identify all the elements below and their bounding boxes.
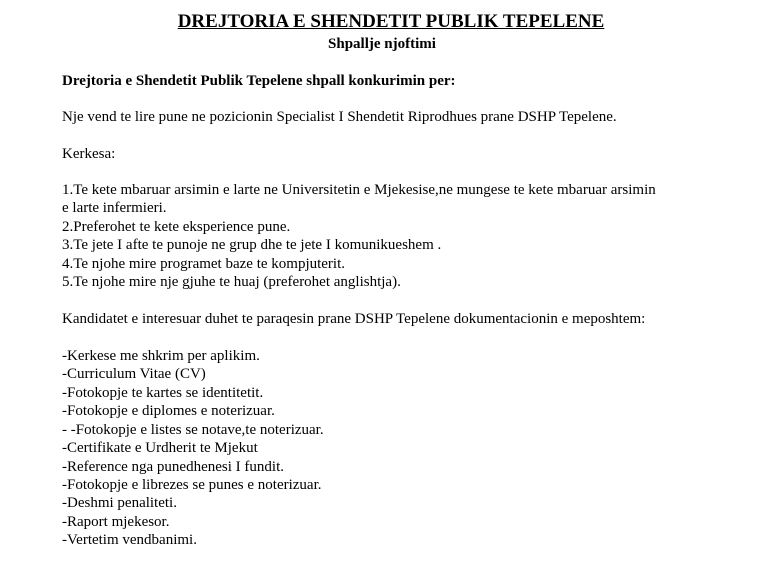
requirement-line: 4.Te njohe mire programet baze te kompjuterit. xyxy=(62,256,346,272)
requirement-line: 3.Te jete I afte te punoje ne grup dhe te jete I komunikueshem . xyxy=(62,237,442,253)
document-list-item: - -Fotokopje e listes se notave,te noterizuar. xyxy=(62,422,324,438)
document-list-item: -Reference nga punedhenesi I fundit. xyxy=(62,459,284,475)
requirement-line: 5.Te njohe mire nje gjuhe te huaj (preferohet anglishtja). xyxy=(62,274,401,290)
document-list-item: -Raport mjekesor. xyxy=(62,514,170,530)
document-list-item: -Fotokopje e diplomes e noterizuar. xyxy=(62,403,275,419)
requirement-line: e larte infermieri. xyxy=(62,200,167,216)
document-list-item: -Curriculum Vitae (CV) xyxy=(62,366,206,382)
document-list-item: -Certifikate e Urdherit te Mjekut xyxy=(62,440,258,456)
requirements-heading: Kerkesa: xyxy=(62,146,116,162)
intro-text: Drejtoria e Shendetit Publik Tepelene shpall konkurimin per: xyxy=(62,73,456,89)
document-list-item: -Kerkese me shkrim per aplikim. xyxy=(62,348,260,364)
documents-heading: Kandidatet e interesuar duhet te paraqesin prane DSHP Tepelene dokumentacionin e meposhtem: xyxy=(62,311,646,327)
document-title: DREJTORIA E SHENDETIT PUBLIK TEPELENE xyxy=(177,11,605,32)
document-list-item: -Fotokopje e librezes se punes e noterizuar. xyxy=(62,477,322,493)
document-subtitle: Shpallje njoftimi xyxy=(328,36,436,52)
document-list-item: -Deshmi penaliteti. xyxy=(62,495,177,511)
document-list-item: -Vertetim vendbanimi. xyxy=(62,532,197,548)
document-list-item: -Fotokopje te kartes se identitetit. xyxy=(62,385,264,401)
requirement-line: 2.Preferohet te kete eksperience pune. xyxy=(62,219,291,235)
position-text: Nje vend te lire pune ne pozicionin Specialist I Shendetit Riprodhues prane DSHP Tepelene. xyxy=(62,109,617,125)
requirement-line: 1.Te kete mbaruar arsimin e larte ne Universitetin e Mjekesise,ne mungese te kete mbaruar arsimin xyxy=(62,182,656,198)
